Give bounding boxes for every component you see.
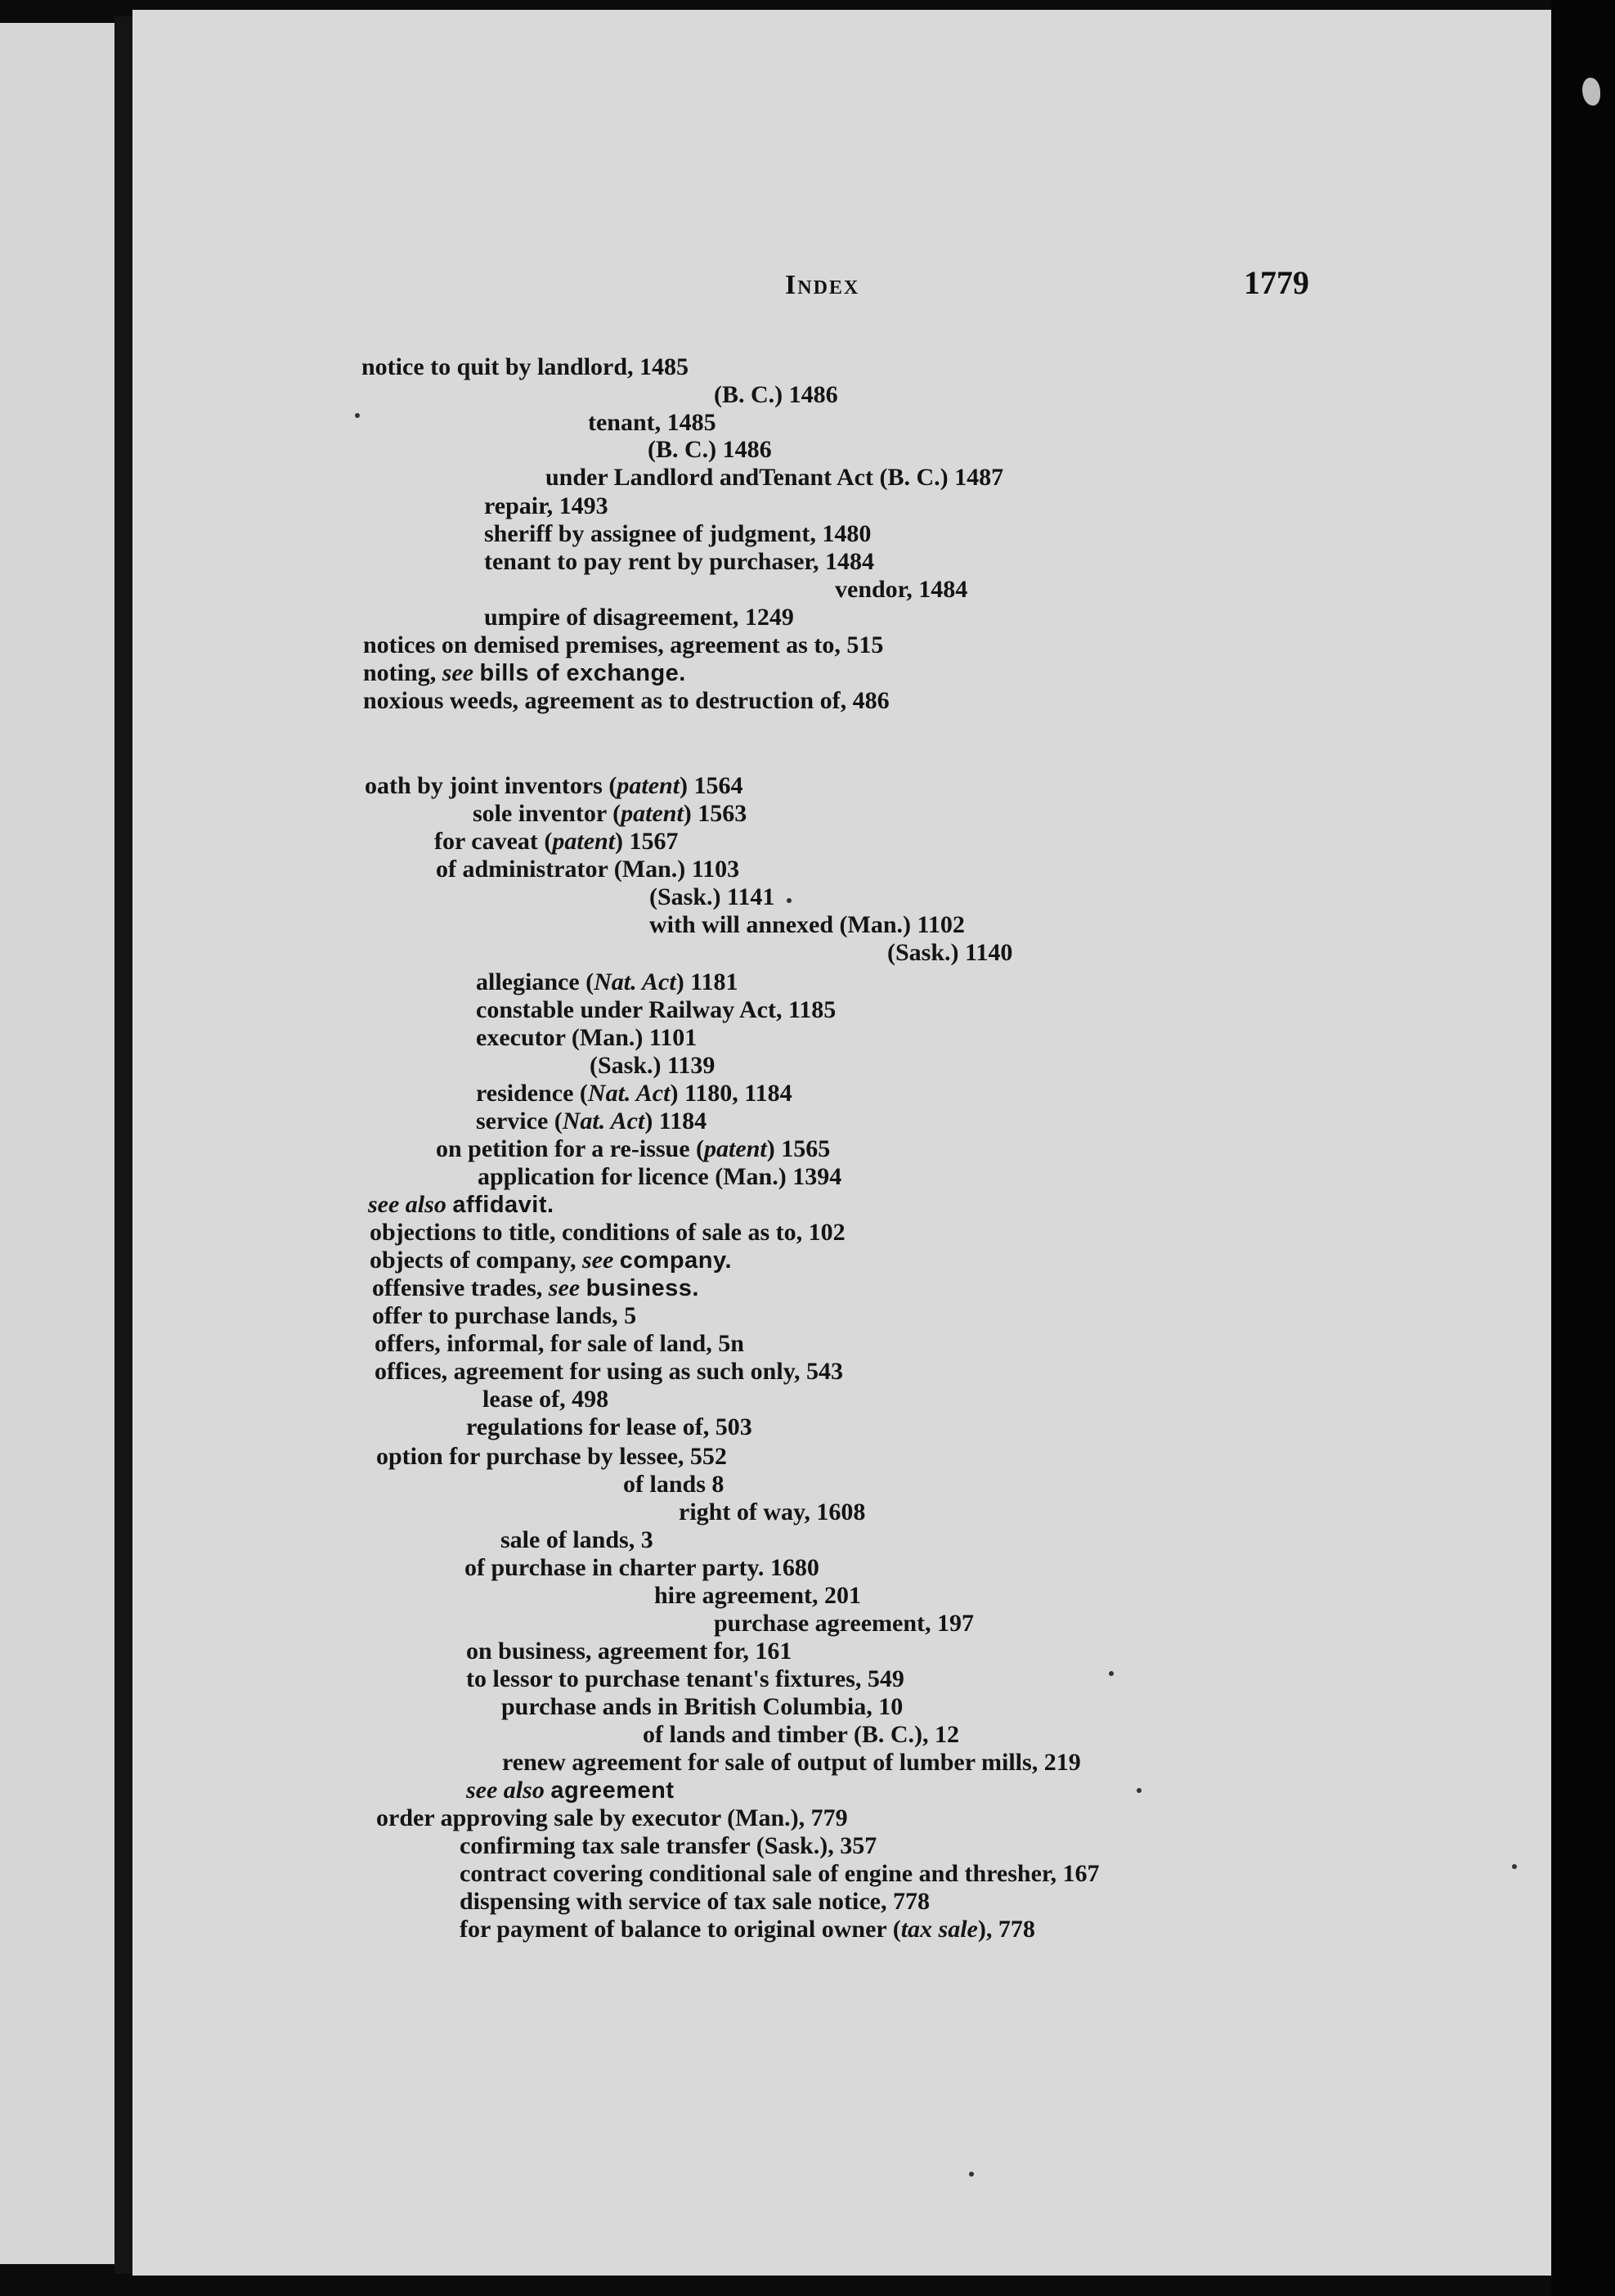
index-subentry: confirming tax sale transfer (Sask.), 357 xyxy=(460,1832,877,1859)
index-entry: offers, informal, for sale of land, 5n xyxy=(375,1330,744,1357)
index-subentry: residence (Nat. Act) 1180, 1184 xyxy=(476,1080,792,1107)
index-subentry: with will annexed (Man.) 1102 xyxy=(649,911,965,938)
scan-speck xyxy=(1512,1864,1517,1869)
index-entry: noting, see bills of exchange. xyxy=(363,659,686,686)
index-subentry: renew agreement for sale of output of lumber mills, 219 xyxy=(502,1749,1081,1776)
index-subentry: umpire of disagreement, 1249 xyxy=(484,604,794,631)
index-entry: offensive trades, see business. xyxy=(372,1274,699,1301)
index-subentry: under Landlord andTenant Act (B. C.) 1487 xyxy=(545,464,1004,491)
index-subentry: (Sask.) 1139 xyxy=(590,1052,716,1079)
index-entry: oath by joint inventors (patent) 1564 xyxy=(365,772,743,799)
scan-speck xyxy=(1137,1788,1142,1793)
running-head: Index xyxy=(785,270,860,300)
index-subentry: (Sask.) 1140 xyxy=(887,939,1013,966)
index-subentry: regulations for lease of, 503 xyxy=(466,1413,752,1440)
index-subentry: repair, 1493 xyxy=(484,492,608,519)
index-entry: offices, agreement for using as such only, 543 xyxy=(375,1358,844,1385)
index-subentry: sale of lands, 3 xyxy=(500,1526,653,1553)
page-edge-blot xyxy=(1582,78,1600,106)
index-subentry: purchase agreement, 197 xyxy=(714,1610,975,1637)
index-subentry: (B. C.) 1486 xyxy=(648,436,772,463)
scan-speck xyxy=(355,413,360,418)
index-entry: notice to quit by landlord, 1485 xyxy=(361,353,689,380)
index-subentry: allegiance (Nat. Act) 1181 xyxy=(476,968,738,995)
index-subentry: tenant to pay rent by purchaser, 1484 xyxy=(484,548,874,575)
index-subentry: (B. C.) 1486 xyxy=(714,381,838,408)
index-subentry: for caveat (patent) 1567 xyxy=(434,828,679,855)
index-entry: order approving sale by executor (Man.), 779 xyxy=(376,1804,848,1831)
index-subentry: for payment of balance to original owner (tax sale), 778 xyxy=(460,1916,1035,1943)
scan-speck xyxy=(969,2172,974,2177)
index-subentry: executor (Man.) 1101 xyxy=(476,1024,698,1051)
index-entry: noxious weeds, agreement as to destruction of, 486 xyxy=(363,687,890,714)
index-subentry: on petition for a re-issue (patent) 1565 xyxy=(436,1135,831,1162)
index-subentry: of lands 8 xyxy=(623,1471,725,1498)
index-subentry: dispensing with service of tax sale notice, 778 xyxy=(460,1888,930,1915)
facing-page-edge xyxy=(0,23,114,2264)
scan-speck xyxy=(787,898,792,903)
scan-border xyxy=(1551,0,1615,2296)
index-subentry: of lands and timber (B. C.), 12 xyxy=(643,1721,959,1748)
index-subentry: lease of, 498 xyxy=(482,1386,609,1413)
index-entry: offer to purchase lands, 5 xyxy=(372,1302,637,1329)
index-subentry: vendor, 1484 xyxy=(835,576,968,603)
index-subentry: sole inventor (patent) 1563 xyxy=(473,800,747,827)
index-subentry: purchase ands in British Columbia, 10 xyxy=(501,1693,904,1720)
index-cross-reference: see also affidavit. xyxy=(368,1191,554,1218)
index-entry: option for purchase by lessee, 552 xyxy=(376,1443,727,1470)
index-subentry: application for licence (Man.) 1394 xyxy=(478,1163,842,1190)
index-subentry: to lessor to purchase tenant's fixtures, 549 xyxy=(466,1665,904,1692)
index-entry: objections to title, conditions of sale as to, 102 xyxy=(370,1219,846,1246)
index-subentry: sheriff by assignee of judgment, 1480 xyxy=(484,520,872,547)
index-entry: objects of company, see company. xyxy=(370,1247,733,1274)
scan-speck xyxy=(1109,1671,1114,1676)
index-subentry: hire agreement, 201 xyxy=(654,1582,861,1609)
index-subentry: contract covering conditional sale of engine and thresher, 167 xyxy=(460,1860,1100,1887)
index-subentry: constable under Railway Act, 1185 xyxy=(476,996,837,1023)
index-subentry: on business, agreement for, 161 xyxy=(466,1638,792,1665)
index-subentry: (Sask.) 1141 xyxy=(649,883,775,910)
binding-gutter xyxy=(114,16,132,2274)
index-subentry: of administrator (Man.) 1103 xyxy=(436,856,740,883)
index-subentry: right of way, 1608 xyxy=(679,1498,866,1525)
page-number: 1779 xyxy=(1244,264,1309,301)
index-subentry: tenant, 1485 xyxy=(588,409,716,436)
index-cross-reference: see also agreement xyxy=(466,1777,675,1804)
index-subentry: service (Nat. Act) 1184 xyxy=(476,1108,707,1135)
index-entry: notices on demised premises, agreement as to, 515 xyxy=(363,631,884,658)
index-subentry: of purchase in charter party. 1680 xyxy=(464,1554,819,1581)
